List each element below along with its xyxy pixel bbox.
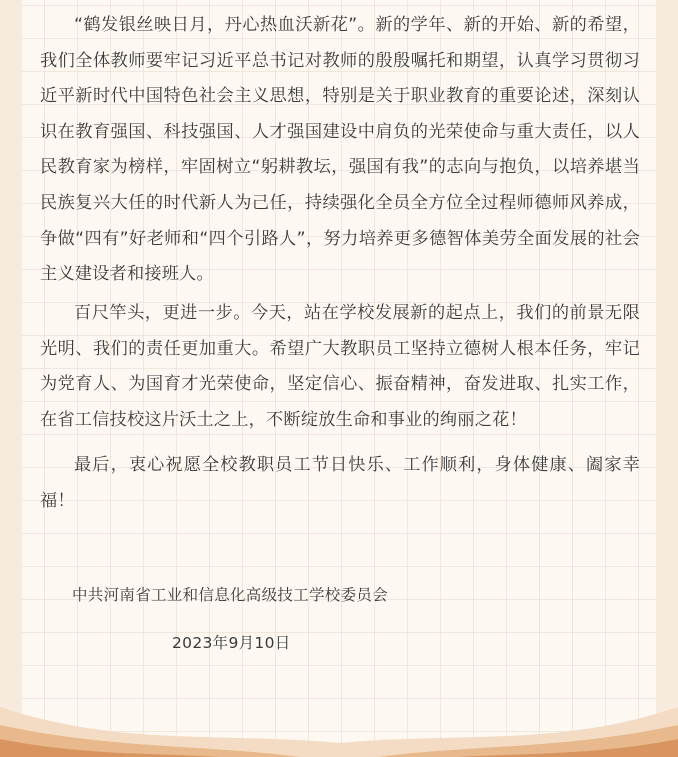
paragraph-1: “鹤发银丝映日月，丹心热血沃新花”。新的学年、新的开始、新的希望，我们全体教师要牢记习近平总书记对教师的殷殷嘱托和期望，认真学习贯彻习近平新时代中国特色社会主义思想，特别是关于职业教育的重要论述，深刻认识在教育强国、科技强国、人才强国建设中肩负的光荣使命与重大责任，以人民教育家为榜样，牢固树立“躬耕教坛，强国有我”的志向与抱负，以培养堪当民族复兴大任的时代新人为己任，持续强化全员全方位全过程师德师风养成，争做“四有”好老师和“四个引路人”，努力培养更多德智体美劳全面发展的社会主义建设者和接班人。 [40, 15, 640, 285]
left-margin-strip [0, 0, 22, 757]
signature-date: 2023年9月10日 [172, 634, 291, 652]
signature: 中共河南省工业和信息化高级技工学校委员会 [72, 586, 389, 604]
paragraph-3: 最后，衷心祝愿全校教职员工节日快乐、工作顺利，身体健康、阖家幸福！ [40, 455, 640, 511]
right-margin-strip [656, 0, 678, 757]
bottom-wave-decoration [0, 677, 678, 757]
paragraph-2: 百尺竿头，更进一步。今天，站在学校发展新的起点上，我们的前景无限光明、我们的责任更加重大。希望广大教职员工坚持立德树人根本任务，牢记为党育人、为国育才光荣使命，坚定信心、振奋精神，奋发进取、扎实工作，在省工信技校这片沃土之上，不断绽放生命和事业的绚丽之花！ [40, 303, 640, 430]
